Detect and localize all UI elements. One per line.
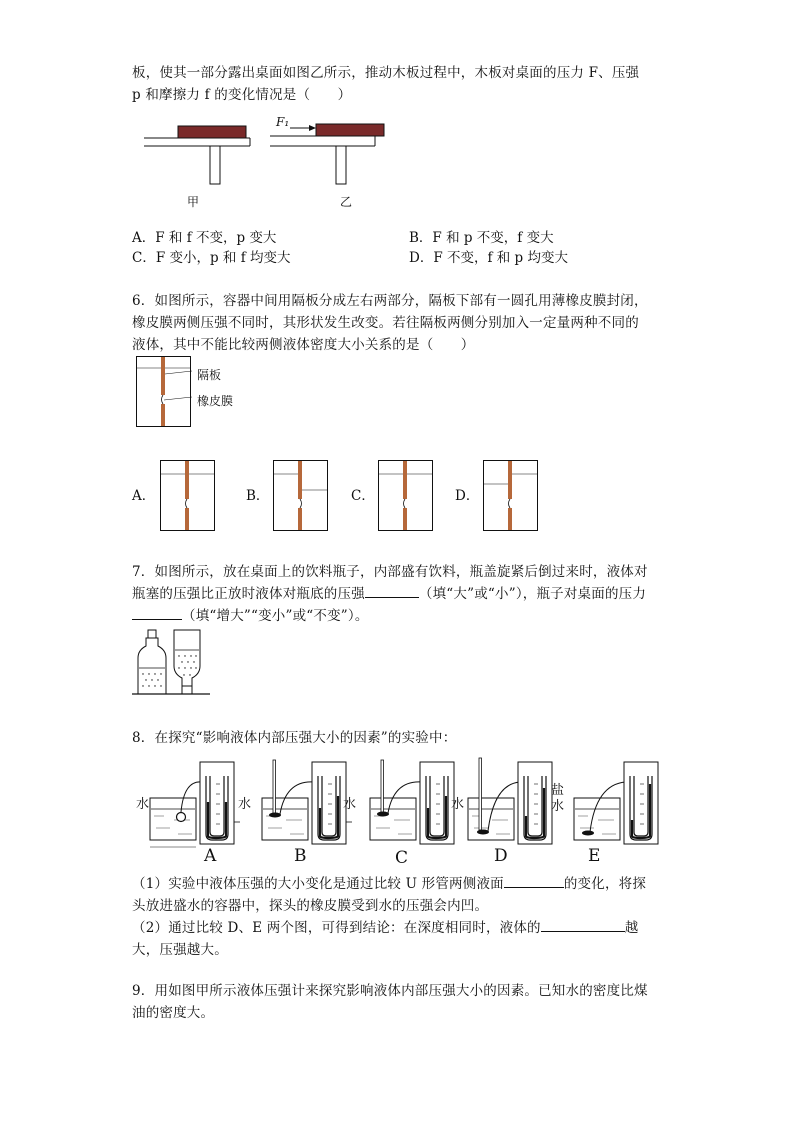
q5-line-2: p 和摩擦力 f 的变化情况是（ ） bbox=[132, 87, 352, 103]
q7-answer-blank-1[interactable] bbox=[365, 583, 419, 598]
q5-force-label: F₁ bbox=[276, 115, 290, 129]
q8-sub1-line-2: 头放进盛水的容器中，探头的橡皮膜受到水的压强会内凹。 bbox=[132, 898, 489, 914]
q9-line-2: 油的密度大。 bbox=[132, 1005, 215, 1021]
q6-line-3: 液体，其中不能比较两侧液体密度大小关系的是（ ） bbox=[132, 337, 475, 353]
q8-fig-b-caption: B bbox=[294, 846, 307, 866]
q6-option-d: D． bbox=[455, 488, 480, 504]
q7-line-2-start: 瓶塞的压强比正放时液体对瓶底的压强 bbox=[132, 586, 365, 602]
q8-line-1: 8．在探究“影响液体内部压强大小的因素”的实验中： bbox=[132, 730, 457, 746]
q7-line-3 bbox=[132, 605, 662, 627]
q8-sub2-line-2: 大，压强越大。 bbox=[132, 942, 228, 958]
q8-water-label-b: 水 bbox=[238, 797, 252, 812]
q8-water-label-d: 水 bbox=[451, 797, 465, 812]
q7-line-2-end: （填“大”或“小”），瓶子对桌面的压力 bbox=[418, 586, 647, 602]
q5-figure bbox=[140, 118, 400, 213]
q7-line-1: 7．如图所示，放在桌面上的饮料瓶子，内部盛有饮料，瓶盖旋紧后倒过来时，液体对 bbox=[132, 564, 648, 580]
q6-label-partition: 隔板 bbox=[197, 368, 222, 382]
q8-water-label-a: 水 bbox=[136, 797, 150, 812]
q6-option-c-figure bbox=[378, 460, 438, 532]
q8-fig-e-caption: E bbox=[588, 846, 601, 866]
q5-fig-yi-caption: 乙 bbox=[340, 195, 353, 209]
q8-water-label-c: 水 bbox=[343, 797, 357, 812]
q8-answer-blank-2[interactable] bbox=[541, 917, 625, 932]
q8-sub1-start: （1）实验中液体压强的大小变化是通过比较 U 形管两侧液面 bbox=[132, 876, 504, 892]
q5-line-1: 板，使其一部分露出桌面如图乙所示，推动木板过程中，木板对桌面的压力 F、压强 bbox=[132, 65, 640, 81]
q6-label-membrane: 橡皮膜 bbox=[197, 394, 234, 408]
q5-option-c: C．F 变小，p 和 f 均变大 bbox=[132, 250, 291, 266]
q8-brine-label-top: 盐 bbox=[551, 783, 565, 798]
q7-line-2 bbox=[132, 583, 662, 605]
q6-option-d-figure bbox=[483, 460, 543, 532]
q6-option-b-figure bbox=[273, 460, 333, 532]
q6-line-1: 6．如图所示，容器中间用隔板分成左右两部分，隔板下部有一圆孔用薄橡皮膜封闭， bbox=[132, 293, 648, 309]
q9-line-1: 9．用如图甲所示液体压强计来探究影响液体内部压强大小的因素。已知水的密度比煤 bbox=[132, 983, 648, 999]
q5-option-b: B．F 和 p 不变，f 变大 bbox=[409, 230, 554, 246]
q8-answer-blank-1[interactable] bbox=[504, 873, 564, 888]
q8-sub2-line-1 bbox=[132, 917, 662, 939]
q7-bottles-figure bbox=[132, 628, 212, 700]
q8-sub1-end: 的变化，将探 bbox=[563, 876, 647, 892]
q8-sub2-start: （2）通过比较 D、E 两个图，可得到结论：在深度相同时，液体的 bbox=[132, 920, 541, 936]
q6-option-b: B． bbox=[246, 488, 270, 504]
q8-brine-label-bottom: 水 bbox=[551, 799, 565, 814]
q8-fig-c-caption: C bbox=[395, 848, 409, 868]
q5-option-d: D．F 不变，f 和 p 均变大 bbox=[409, 250, 568, 266]
q6-option-a: A． bbox=[132, 488, 156, 504]
q6-option-a-figure bbox=[160, 460, 220, 532]
q8-fig-d-caption: D bbox=[494, 846, 508, 866]
q6-line-2: 橡皮膜两侧压强不同时，其形状发生改变。若往隔板两侧分别加入一定量两种不同的 bbox=[132, 315, 639, 331]
q8-sub1-line-1 bbox=[132, 873, 662, 895]
q5-fig-jia-caption: 甲 bbox=[187, 195, 200, 209]
q5-option-a: A．F 和 f 不变，p 变大 bbox=[132, 230, 277, 246]
q8-fig-a-caption: A bbox=[204, 846, 217, 866]
q8-sub2-end: 越 bbox=[624, 920, 639, 936]
q7-answer-blank-2[interactable] bbox=[132, 605, 182, 620]
q7-line-3-text: （填“增大”“变小”或“不变”）。 bbox=[182, 608, 369, 624]
q6-option-c: C． bbox=[351, 488, 375, 504]
